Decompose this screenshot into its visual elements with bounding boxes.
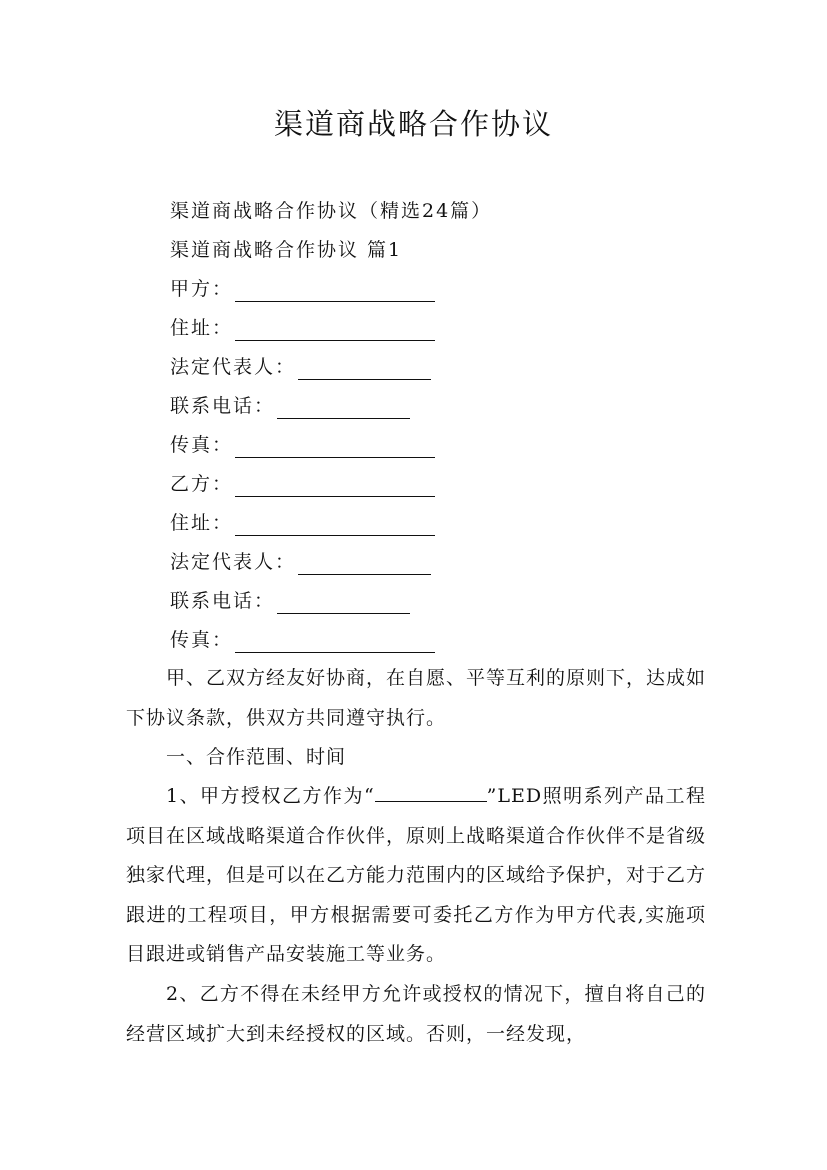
- blank-line: [277, 400, 410, 419]
- field-legal-rep-b: [170, 549, 431, 575]
- clause-1-part-a: 1、甲方授权乙方作为“: [166, 785, 375, 807]
- field-fax-a: [170, 432, 435, 458]
- blank-line: [277, 595, 410, 614]
- blank-line: [235, 322, 435, 341]
- clause-2-text: 2、乙方不得在未经甲方允许或授权的情况下，擅自将自己的经营区域扩大到未经授权的区域。否则，一经发现，: [126, 983, 706, 1045]
- field-label: 法定代表人：: [170, 356, 297, 378]
- section-title: 渠道商战略合作协议 篇1: [170, 239, 403, 261]
- field-label: 传真：: [170, 629, 234, 651]
- heading-scope: [126, 738, 706, 778]
- field-label: 乙方：: [170, 473, 234, 495]
- document-title: 渠道商战略合作协议: [273, 107, 553, 141]
- blank-line: [235, 439, 435, 458]
- blank-line: [235, 634, 435, 653]
- field-label: 联系电话：: [170, 590, 276, 612]
- field-label: 法定代表人：: [170, 551, 297, 573]
- field-party-b: [170, 471, 435, 497]
- field-label: 传真：: [170, 434, 234, 456]
- subtitle: 渠道商战略合作协议（精选24篇）: [170, 200, 493, 222]
- intro-text: 甲、乙双方经友好协商，在自愿、平等互利的原则下，达成如下协议条款，供双方共同遵守执行。: [126, 667, 707, 729]
- intro-paragraph: [126, 659, 706, 738]
- blank-line: [235, 478, 435, 497]
- field-legal-rep-a: [170, 354, 431, 380]
- blank-line: [375, 783, 487, 802]
- field-label: 住址：: [170, 512, 234, 534]
- field-fax-b: [170, 627, 435, 653]
- field-address-b: [170, 510, 435, 536]
- field-address-a: [170, 315, 435, 341]
- heading-text: 一、合作范围、时间: [166, 746, 347, 768]
- clause-2: [126, 975, 706, 1054]
- blank-line: [235, 517, 435, 536]
- field-label: 住址：: [170, 317, 234, 339]
- field-phone-a: [170, 393, 410, 419]
- clause-1: [126, 777, 706, 975]
- field-phone-b: [170, 588, 410, 614]
- blank-line: [235, 283, 435, 302]
- field-label: 联系电话：: [170, 395, 276, 417]
- clause-1-part-b: ”LED照明系列产品工程项目在区域战略渠道合作伙伴，原则上战略渠道合作伙伴不是省级独家代理，但是可以在乙方能力范围内的区域给予保护，对于乙方跟进的工程项目，甲方根据需要可委托乙方作为甲方代表,实施项目跟进或销售产品安装施工等业务。: [126, 785, 707, 965]
- blank-line: [298, 556, 431, 575]
- field-label: 甲方：: [170, 278, 234, 300]
- field-party-a: [170, 276, 435, 302]
- blank-line: [298, 361, 431, 380]
